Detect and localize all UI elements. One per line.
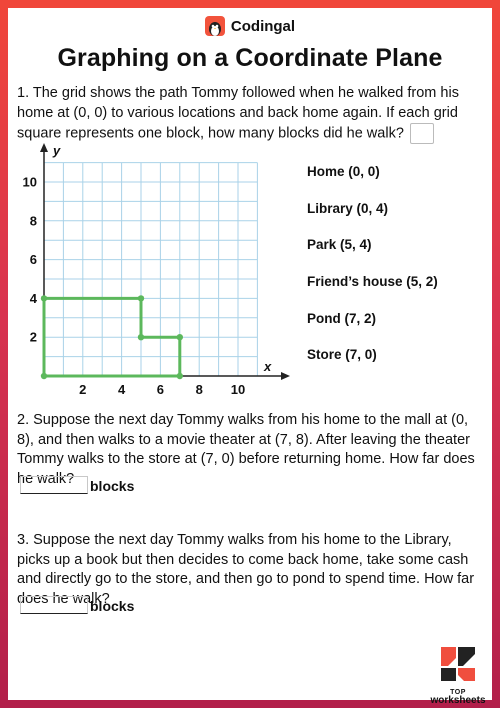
x-tick-label: 2 — [79, 382, 87, 397]
x-tick-label: 10 — [230, 382, 246, 397]
top-worksheets-icon — [438, 644, 478, 684]
y-tick-label: 10 — [22, 174, 37, 190]
y-tick-label: 4 — [29, 290, 37, 306]
x-tick-label: 6 — [156, 382, 165, 397]
x-tick-label: 4 — [117, 382, 126, 397]
question-2-answer-box[interactable] — [20, 476, 88, 494]
logo-top-text: TOP — [450, 689, 466, 696]
location-pond: Pond (7, 2) — [307, 311, 377, 326]
y-axis-arrow — [40, 143, 48, 152]
x-axis-label: x — [264, 359, 272, 374]
question-3-unit: blocks — [90, 598, 135, 614]
x-tick-labels — [79, 382, 245, 397]
location-park: Park (5, 4) — [307, 237, 372, 252]
path-point — [138, 295, 144, 301]
question-3-answer — [20, 596, 134, 614]
y-tick-label: 8 — [29, 213, 37, 229]
logo-bottom-text: worksheets — [430, 695, 486, 706]
page-title: Graphing on a Coordinate Plane — [57, 44, 443, 72]
question-1 — [17, 84, 477, 144]
location-library: Library (0, 4) — [307, 201, 389, 216]
x-axis-arrow — [281, 372, 290, 380]
question-1-text: 1. The grid shows the path Tommy followed when he walked from his home at (0, 0) to various locations and back home again. If each grid square represents one block, how many blocks did he walk? — [17, 85, 459, 142]
question-3-answer-box[interactable] — [20, 596, 88, 614]
path-point — [138, 334, 144, 340]
y-tick-label: 6 — [29, 252, 37, 268]
location-store: Store (7, 0) — [307, 347, 377, 362]
question-2-text: 2. Suppose the next day Tommy walks from his home to the mall at (0, 8), and then walks to a movie theater at (7, 8). After leaving the theater Tommy walks to the store at (7, 0) before returning home. How far does he walk? — [17, 412, 475, 487]
path-point — [177, 334, 183, 340]
path-point — [41, 373, 47, 379]
path-point — [177, 373, 183, 379]
worksheet — [8, 8, 492, 706]
question-2-answer — [20, 476, 134, 494]
y-tick-labels — [23, 175, 38, 345]
question-1-answer-box[interactable] — [410, 123, 434, 144]
x-tick-label: 8 — [195, 382, 203, 397]
brand-header — [8, 16, 492, 36]
y-axis-label: y — [53, 143, 61, 158]
brand-name: Codingal — [230, 17, 296, 35]
question-3-text: 3. Suppose the next day Tommy walks from his home to the Library, picks up a book but then decides to come back home, take some cash and directly go to the store, and then go to pond to spend time. How far does he walk? — [17, 532, 475, 607]
coordinate-grid — [8, 140, 308, 410]
grid-lines — [44, 163, 257, 376]
path-point — [41, 295, 47, 301]
location-home: Home (0, 0) — [307, 164, 380, 179]
top-worksheets-logo — [428, 644, 488, 706]
y-tick-label: 2 — [29, 329, 37, 345]
location-friends-house: Friend’s house (5, 2) — [307, 274, 438, 289]
penguin-logo-icon — [205, 16, 225, 36]
question-2-unit: blocks — [90, 478, 135, 494]
